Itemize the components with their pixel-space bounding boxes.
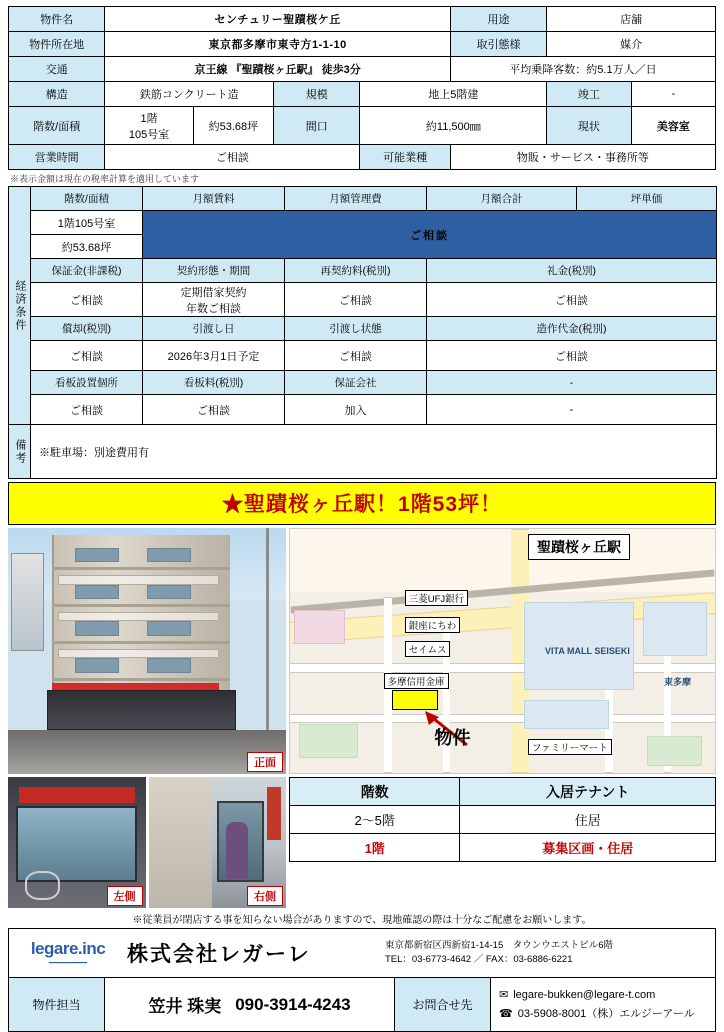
building-illustration — [8, 528, 286, 774]
company-address — [385, 939, 715, 968]
tenant-header-tenant: 入居テナント — [460, 778, 716, 806]
street-ground — [8, 730, 286, 774]
headline-banner: ★聖蹟桜ヶ丘駅！1階53坪！ — [8, 482, 716, 525]
photo-column — [8, 528, 286, 908]
company-tel-fax: TEL：03-6773-4642 ／ FAX：03-6886-6221 — [385, 954, 573, 965]
contact-tel-row[interactable] — [499, 1005, 715, 1021]
label-frontage: 間口 — [274, 107, 360, 145]
tenant-floor-upper: 2～5階 — [290, 806, 460, 834]
econ-header-rent: 月額賃料 — [143, 187, 285, 211]
tenant-table — [289, 777, 716, 862]
logo-text: legare.inc — [30, 939, 106, 958]
table-row — [9, 82, 716, 107]
econ-contract-line2: 年数ご相談 — [186, 302, 241, 315]
econ-header-unit-price: 坪単価 — [577, 187, 717, 211]
econ-header-blank: - — [427, 371, 717, 395]
econ-header-guarantee-company: 保証会社 — [285, 371, 427, 395]
label-possible-business: 可能業種 — [360, 145, 450, 170]
photo-right-side — [149, 777, 287, 908]
map-label-familymart: ファミリーマート — [528, 739, 612, 755]
econ-header-deposit: 保証金(非課税) — [31, 259, 143, 283]
econ-consult-band: ご相談 — [143, 211, 717, 259]
map-label-ginza: 銀座にちわ — [405, 617, 461, 633]
table-row — [9, 317, 717, 341]
value-business-hours: ご相談 — [105, 145, 360, 170]
econ-header-amortization: 償却(税別) — [31, 317, 143, 341]
value-completion: - — [631, 82, 715, 107]
person-tel: 090-3914-4243 — [235, 994, 351, 1014]
table-row — [9, 371, 717, 395]
table-row — [9, 145, 716, 170]
label-business-hours: 営業時間 — [9, 145, 105, 170]
econ-header-delivery-date: 引渡し日 — [143, 317, 285, 341]
person-in-charge — [105, 978, 395, 1031]
value-frontage: 約11,500㎜ — [360, 107, 547, 145]
table-row — [9, 107, 716, 145]
table-row — [9, 32, 716, 57]
contact-details — [491, 978, 715, 1031]
table-row — [290, 778, 716, 806]
econ-value-signage-fee: ご相談 — [143, 395, 285, 425]
value-passenger-count: 平均乗降客数：約5.1万人／日 — [450, 57, 715, 82]
tax-note: ※表示金額は現在の税率計算を適用しています — [10, 174, 200, 184]
map-label-tamashinkin: 多摩信用金庫 — [384, 673, 449, 689]
econ-header-delivery-state: 引渡し状態 — [285, 317, 427, 341]
econ-header-fixture-price: 造作代金(税別) — [427, 317, 717, 341]
value-property-name: センチュリー聖蹟桜ケ丘 — [105, 7, 450, 32]
value-current-state: 美容室 — [631, 107, 715, 145]
label-property-name: 物件名 — [9, 7, 105, 32]
phone-icon: ☎ — [499, 1007, 513, 1020]
econ-value-delivery-date: 2026年3月1日予定 — [143, 341, 285, 371]
econ-value-key-money: ご相談 — [427, 283, 717, 317]
photo-building-front — [8, 528, 286, 774]
media-section — [8, 528, 716, 908]
photo-row-bottom — [8, 777, 286, 908]
econ-value-renewal-fee: ご相談 — [285, 283, 427, 317]
mail-icon: ✉ — [499, 989, 509, 1001]
econ-header-total: 月額合計 — [427, 187, 577, 211]
label-scale: 規模 — [274, 82, 360, 107]
econ-value-guarantee-company: 加入 — [285, 395, 427, 425]
label-transaction-type: 取引態様 — [450, 32, 546, 57]
table-row — [9, 283, 717, 317]
table-row — [9, 395, 717, 425]
visit-note: ※従業員が閉店する事を知らない場合がありますので、現地確認の際は十分なご配慮をお願いします。 — [132, 915, 592, 926]
label-contact: お問合せ先 — [395, 978, 491, 1031]
value-room: 105号室 — [128, 128, 170, 141]
label-person-in-charge: 物件担当 — [9, 978, 105, 1031]
caption-front: 正面 — [247, 752, 283, 772]
footer-contact-row — [9, 977, 715, 1031]
table-row — [290, 806, 716, 834]
company-name: 株式会社レガーレ — [127, 943, 311, 966]
location-map — [289, 528, 716, 774]
econ-header-signage-fee: 看板料(税別) — [143, 371, 285, 395]
value-address: 東京都多摩市東寺方1-1-10 — [105, 32, 450, 57]
table-row — [9, 7, 716, 32]
value-area: 約53.68坪 — [193, 107, 273, 145]
econ-value-fixture-price: ご相談 — [427, 341, 717, 371]
table-row — [9, 341, 717, 371]
econ-value-deposit: ご相談 — [31, 283, 143, 317]
caption-right-side: 右側 — [247, 886, 283, 906]
econ-value-blank: - — [427, 395, 717, 425]
tenant-floor-first: 1階 — [290, 834, 460, 862]
econ-header-contract-type: 契約形態・期間 — [143, 259, 285, 283]
map-column — [289, 528, 716, 908]
caption-left-side: 左側 — [107, 886, 143, 906]
label-current-state: 現状 — [547, 107, 631, 145]
logo-underline: ━━━━━━━━━ — [49, 960, 87, 967]
econ-value-amortization: ご相談 — [31, 341, 143, 371]
table-row — [9, 57, 716, 82]
economic-conditions-table — [8, 186, 717, 479]
value-floor: 1階 — [140, 112, 158, 125]
contact-email: legare-bukken@legare-t.com — [513, 988, 656, 1001]
tenant-name-first: 募集区画・住居 — [460, 834, 716, 862]
shop-front — [47, 690, 236, 729]
value-transaction-type: 媒介 — [547, 32, 716, 57]
econ-header-management-fee: 月額管理費 — [285, 187, 427, 211]
value-floor-room — [105, 107, 193, 145]
tenant-name-upper: 住居 — [460, 806, 716, 834]
value-access: 京王線 『聖蹟桜ヶ丘駅』 徒歩3分 — [105, 57, 450, 82]
tenant-header-floor: 階数 — [290, 778, 460, 806]
contact-email-row[interactable] — [499, 988, 715, 1001]
econ-header-key-money: 礼金(税別) — [427, 259, 717, 283]
econ-area-line2: 約53.68坪 — [31, 235, 143, 259]
remarks-vertical-text: 備考 — [13, 438, 26, 465]
company-address-line1: 東京都新宿区西新宿1-14-15 タウンウエストビル6階 — [385, 939, 614, 951]
table-row — [9, 259, 717, 283]
remarks-vertical-label — [9, 425, 31, 479]
label-address: 物件所在地 — [9, 32, 105, 57]
table-row — [9, 211, 717, 235]
value-structure: 鉄筋コンクリート造 — [105, 82, 274, 107]
value-possible-business: 物販・サービス・事務所等 — [450, 145, 715, 170]
label-completion: 竣工 — [547, 82, 631, 107]
map-label-vita-mall: VITA MALL SEISEKI — [545, 646, 630, 657]
property-map-text: 物件 — [434, 728, 471, 749]
econ-value-contract-type — [143, 283, 285, 317]
label-access: 交通 — [9, 57, 105, 82]
table-row — [9, 425, 717, 479]
photo-left-side — [8, 777, 146, 908]
econ-header-renewal-fee: 再契約料(税別) — [285, 259, 427, 283]
economic-vertical-text: 経済条件 — [13, 279, 26, 332]
map-label-seims: セイムス — [405, 641, 451, 657]
map-label-higashitama: 東多摩 — [664, 677, 692, 688]
econ-header-area: 階数/面積 — [31, 187, 143, 211]
remarks-text: ※駐車場：別途費用有 — [31, 425, 717, 479]
value-scale: 地上5階建 — [360, 82, 547, 107]
side-sign — [11, 553, 44, 651]
map-label-mufg: 三菱UFJ銀行 — [405, 590, 468, 606]
footer-company-row — [9, 929, 715, 977]
label-use: 用途 — [450, 7, 546, 32]
table-row — [9, 187, 717, 211]
map-label-station: 聖蹟桜ヶ丘駅 — [528, 534, 630, 560]
economic-vertical-label — [9, 187, 31, 425]
company-logo — [9, 939, 127, 967]
contact-tel: 03-5908-8001（株）エルジーアール — [517, 1008, 695, 1020]
label-structure: 構造 — [9, 82, 105, 107]
econ-contract-line1: 定期借家契約 — [180, 286, 247, 299]
econ-value-delivery-state: ご相談 — [285, 341, 427, 371]
econ-area-line1: 1階105号室 — [31, 211, 143, 235]
footer — [8, 928, 716, 1032]
person-name: 笠井 珠実 — [148, 997, 222, 1016]
econ-value-signage-location: ご相談 — [31, 395, 143, 425]
property-spec-table — [8, 6, 716, 170]
econ-header-signage-location: 看板設置個所 — [31, 371, 143, 395]
label-floor-area: 階数/面積 — [9, 107, 105, 145]
table-row — [290, 834, 716, 862]
value-use: 店舗 — [547, 7, 716, 32]
